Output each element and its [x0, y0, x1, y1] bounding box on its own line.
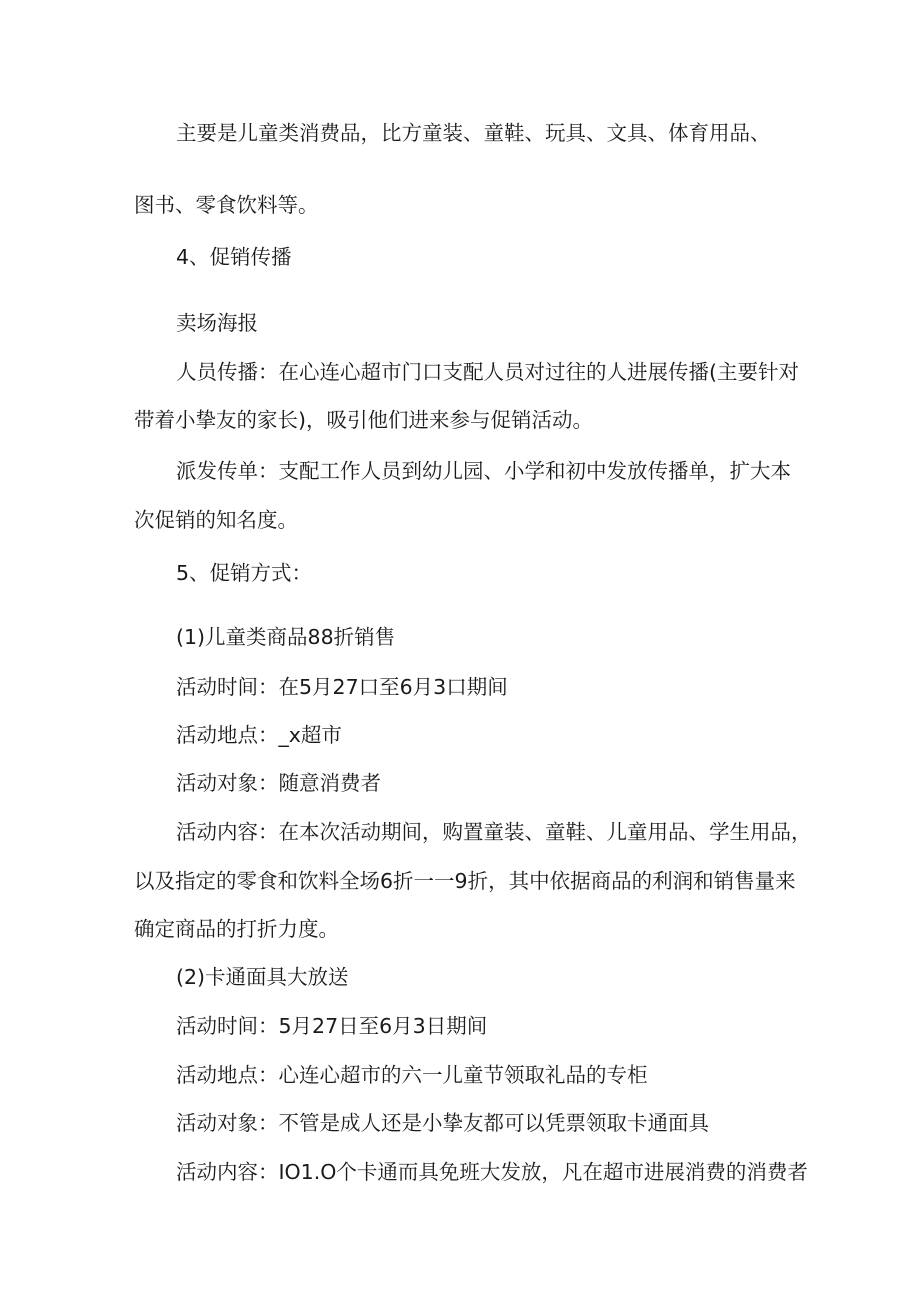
text-line: 带着小挚友的家长)，吸引他们进来参与促销活动。 [134, 408, 593, 432]
text-line: 活动地点：_x超市 [176, 723, 342, 747]
section-heading: 4、促销传播 [176, 245, 292, 269]
text-line: 活动对象：随意消费者 [176, 771, 381, 795]
section-heading: 5、促销方式： [176, 561, 313, 585]
text-line: 活动内容：IO1.O个卡通而具免班大发放，凡在超市进展消费的消费者 [176, 1160, 808, 1184]
text-line: 活动时间：在5月27口至6月3口期间 [176, 675, 508, 699]
text-line: 卖场海报 [176, 311, 258, 335]
text-line: 派发传单：支配工作人员到幼儿园、小学和初中发放传播单，扩大本 [176, 459, 791, 483]
text-line: 人员传播：在心连心超市门口支配人员对过往的人进展传播(主要针对 [176, 360, 799, 384]
text-line: 活动内容：在本次活动期间，购置童装、童鞋、儿童用品、学生用品， [176, 820, 812, 844]
text-line: 活动对象：不管是成人还是小挚友都可以凭票领取卡通面具 [176, 1111, 709, 1135]
text-line: 图书、零食饮料等。 [134, 193, 319, 217]
text-line: 活动地点：心连心超市的六一儿童节领取礼品的专柜 [176, 1063, 648, 1087]
subsection-heading: (2)卡通面具大放送 [176, 965, 349, 989]
text-line: 次促销的知名度。 [134, 508, 298, 532]
text-line: 活动时间：5月27日至6月3日期间 [176, 1014, 488, 1038]
text-line: 主要是儿童类消费品，比方童装、童鞋、玩具、文具、体育用品、 [176, 121, 771, 145]
text-line: 确定商品的打折力度。 [134, 917, 339, 941]
text-line: 以及指定的零食和饮料全场6折一一9折，其中依据商品的利润和销售量来 [134, 869, 796, 893]
subsection-heading: (1)儿童类商品88折销售 [176, 625, 396, 649]
